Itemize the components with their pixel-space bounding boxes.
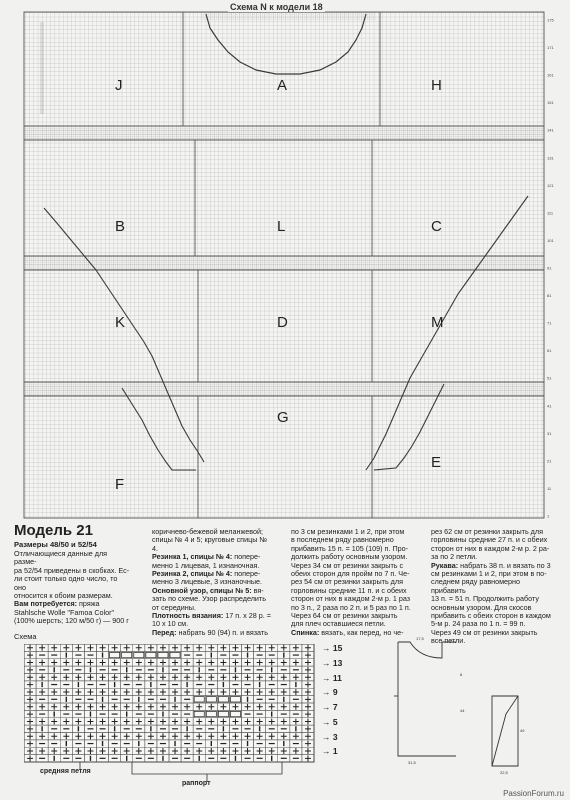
chart-row-number: → 15	[322, 643, 343, 653]
schema-label: Схема	[14, 632, 37, 641]
text-line: основным узором. Для скосов	[431, 602, 532, 612]
text-line: горловины средние 27 п. и с обеих	[431, 535, 548, 545]
zone-label-l: L	[277, 218, 286, 235]
scheme-row-number: 61	[547, 348, 552, 354]
svg-text:8: 8	[460, 672, 463, 677]
sizes-heading: Размеры 48/50 и 52/54	[14, 540, 97, 549]
svg-text:22,5: 22,5	[500, 770, 508, 775]
text-line: в последнем ряду равномерно	[291, 535, 394, 545]
scheme-row-number: 171	[547, 45, 554, 51]
scheme-row-number: 51	[547, 375, 552, 381]
text-line: сторон от них в каждом 2-м р. 2 ра-	[431, 543, 550, 553]
text-line: рез 54 см от резинки закрыть для	[291, 577, 403, 587]
text-line: менно 1 лицевая, 1 изнаночная.	[152, 560, 260, 570]
text-line: Плотность вязания: 17 п. х 28 р. =	[152, 611, 271, 621]
zone-label-c: C	[431, 218, 442, 235]
text-line: сторон от них в каждом 2-м р. 1 раз	[291, 594, 411, 604]
text-line: 10 х 10 см.	[152, 619, 189, 629]
chart-row-number: → 9	[322, 687, 338, 698]
scheme-row-number: 161	[547, 72, 554, 78]
svg-text:17,5: 17,5	[416, 636, 424, 641]
model-title: Модель 21	[14, 522, 93, 539]
text-line: спицы № 4 и 5; круговые спицы №	[152, 535, 268, 545]
text-line: обеих сторон для пройм по 7 п. Че-	[291, 569, 410, 579]
scheme-row-number: 101	[547, 237, 554, 243]
zone-label-f: F	[115, 476, 125, 493]
garment-schematic	[386, 636, 564, 782]
text-line: все петли.	[431, 636, 466, 646]
text-line: по 3 см резинками 1 и 2, при этом	[291, 527, 405, 536]
text-line: Рукава: набрать 38 п. и вязать по 3	[431, 560, 551, 570]
svg-text:44: 44	[460, 708, 465, 713]
scheme-row-number: 31	[547, 430, 552, 436]
zone-label-d: D	[277, 314, 288, 331]
text-line: 5-м р. 24 раза по 1 п. = 99 п.	[431, 619, 526, 629]
zone-label-m: M	[431, 314, 444, 331]
svg-text:31,5: 31,5	[408, 760, 416, 765]
chart-row-number: → 5	[322, 716, 338, 727]
zone-label-b: B	[115, 218, 126, 235]
text-column-3	[291, 528, 421, 637]
chart-row-number: → 13	[322, 657, 343, 668]
scheme-row-number: 111	[547, 210, 554, 216]
text-line: горловины средние 11 п. и с обеих	[291, 585, 407, 595]
text-line: Резинка 2, спицы № 4: попере-	[152, 569, 261, 579]
text-line: ли стоит только одно число, то оно	[14, 574, 118, 592]
svg-text:49: 49	[520, 728, 525, 733]
text-line: следнем ряду равномерно прибавить	[431, 577, 521, 595]
scheme-row-number: 151	[547, 100, 554, 106]
chart-row-number: → 7	[322, 702, 338, 712]
text-line: Stahlsche Wolle "Famoa Color"	[14, 607, 115, 617]
scheme-row-number: 175	[547, 17, 554, 23]
text-line: по 3 п., 2 раза по 2 п. и 5 раз по 1 п.	[291, 602, 411, 612]
text-line: ра 52/54 приведены в скобках. Ес-	[14, 565, 130, 575]
text-line: должить работу основным узором.	[291, 552, 408, 562]
text-line: за по 2 петли.	[431, 552, 478, 562]
text-line: (100% шерсть; 120 м/50 г) — 900 г	[14, 616, 129, 626]
zone-label-k: K	[115, 314, 126, 331]
text-column-2	[152, 528, 280, 637]
text-line: для плеч оставшиеся петли.	[291, 619, 386, 629]
chart-row-number: → 3	[322, 731, 338, 742]
scheme-row-number: 1	[547, 513, 550, 519]
text-line: коричнево-бежевой меланжевой;	[152, 527, 263, 536]
text-line: Основной узор, спицы № 5: вя-	[152, 585, 264, 595]
zone-label-a: A	[277, 77, 288, 94]
text-line: от середины.	[152, 602, 196, 612]
scheme-row-number: 141	[547, 127, 554, 133]
chart-brackets	[22, 760, 322, 790]
scheme-row-number: 71	[547, 320, 552, 326]
scheme-row-number: 21	[547, 458, 552, 464]
text-line: Резинка 1, спицы № 4: попере-	[152, 552, 261, 562]
watermark: PassionForum.ru	[503, 789, 564, 798]
text-line: Спинка: вязать, как перед, но че-	[291, 627, 404, 637]
text-line: 13 п. = 51 п. Продолжить работу	[431, 594, 539, 604]
text-line: Через 64 см от резинки закрыть	[291, 611, 398, 621]
text-line: прибавить 15 п. = 105 (109) п. Про-	[291, 543, 408, 553]
text-line: менно 3 лицевые, 3 изнаночные.	[152, 577, 263, 587]
scheme-row-number: 81	[547, 293, 552, 299]
scheme-row-number: 131	[547, 155, 554, 161]
text-line: Вам потребуется: пряжа	[14, 599, 100, 609]
caption-middle-stitch: средняя петля	[40, 768, 91, 775]
text-line: Перед: набрать 90 (94) п. и вязать	[152, 627, 268, 637]
zone-label-e: E	[431, 454, 442, 471]
zone-label-h: H	[431, 77, 442, 94]
text-line: Через 49 см от резинки закрыть	[431, 627, 538, 637]
stitch-chart	[24, 644, 330, 764]
chart-row-number: → 1	[322, 746, 338, 757]
scheme-title: Схема N к модели 18	[230, 2, 323, 12]
scheme-row-number: 11	[547, 485, 552, 491]
text-line: Через 34 см от резинки закрыть с	[291, 560, 404, 570]
text-line: Отличающиеся данные для разме-	[14, 549, 108, 567]
text-line: рез 62 см от резинки закрыть для	[431, 527, 543, 536]
scheme-row-number: 121	[547, 182, 554, 188]
text-line: относится к обоим размерам.	[14, 591, 113, 601]
zone-label-g: G	[277, 409, 289, 426]
text-column-1	[14, 550, 130, 626]
text-line: зать по схеме. Узор распределить	[152, 594, 266, 604]
text-column-4	[431, 528, 556, 646]
caption-repeat: раппорт	[182, 780, 211, 787]
text-line: 4.	[152, 543, 158, 553]
zone-label-j: J	[115, 77, 123, 94]
text-line: прибавить с обеих сторон в каждом	[431, 611, 551, 621]
chart-row-number: → 11	[322, 672, 342, 683]
scheme-row-number: 41	[547, 403, 552, 409]
scheme-row-number: 91	[547, 265, 552, 271]
text-line: см резинками 1 и 2, при этом в по-	[431, 569, 547, 579]
